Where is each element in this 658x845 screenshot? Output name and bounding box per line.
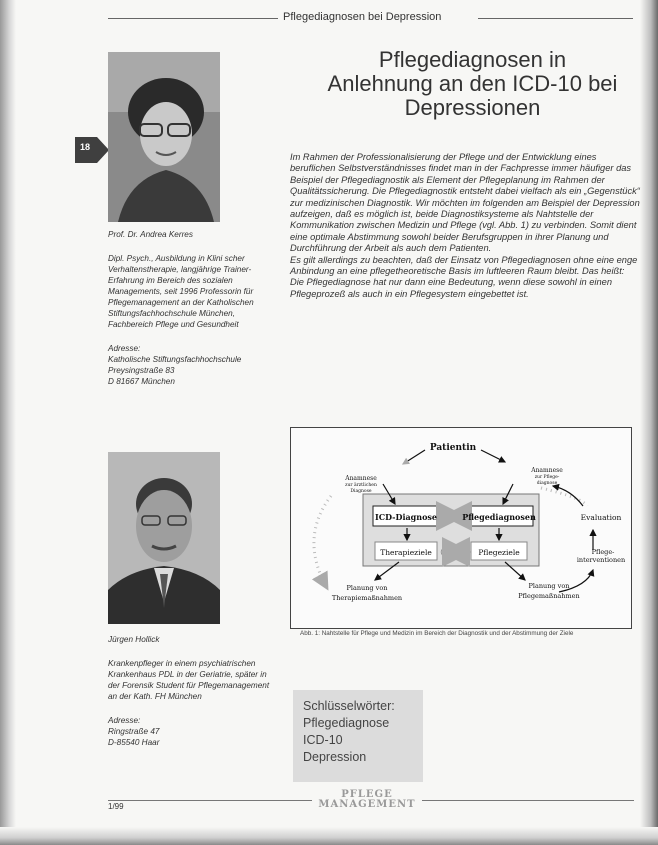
header-rule-right [478,18,633,19]
title-line: Anlehnung an den ICD-10 bei [327,71,618,96]
body-paragraph: Es gilt allerdings zu beachten, daß der Einsatz von Pflegediagnosen ohne eine enge Anbindung an eine pflegetheoretische Basis im luftleeren Raum bleibt. Das heißt: Die Pflegediagnose hat nur dann eine Bedeutung, wenn diese sowohl in einen Pflegeprozeß als auch in ein Pflegesystem eingebettet ist. [290,254,638,299]
diagram-anamnesis-left: Anamnese [345,475,377,482]
diagram-anamnesis-right: diagnose [536,481,558,486]
page-tab-number: 18 [80,142,91,152]
author-1-block [108,229,278,387]
author-1-bio: Dipl. Psych., Ausbildung in Klini scher Verhaltenstherapie, langjährige Trainer-Erfahrung im Bereich des sozialen Managements, seit 1996 Professorin für Pflegemanagement an der Katholischen Stiftungsfachhochschule München, Fachbereich Pflege und Gesundheit [108,254,254,329]
article-body [290,152,640,300]
diagram-evaluation-label: Evaluation [580,513,622,522]
diagram-interventionen-label: interventionen [576,556,626,564]
scan-shadow-bottom [0,827,658,845]
figure-caption: Abb. 1: Nahtstelle für Pflege und Medizin im Bereich der Diagnostik und der Abstimmung der Ziele [300,630,574,637]
author-1-name: Prof. Dr. Andrea Kerres [108,230,193,239]
author-1-address-label: Adresse: [108,344,141,353]
author-2-address-line: D-85540 Haar [108,738,160,747]
diagram-interventionen-label: Pflege- [591,548,615,556]
keyword: Pflegediagnose [303,716,390,730]
scan-shadow-right [640,0,658,845]
footer-rule-right [422,800,634,801]
arrow [481,450,505,462]
diagram-anamnesis-right: Anamnese [531,467,563,474]
footer-rule-left [108,800,312,801]
title-line: Depressionen [404,95,541,120]
diagram-planung-pflege: Planung von [528,582,570,590]
arrow [403,450,425,464]
diagram-icd-label: ICD-Diagnose [374,512,438,522]
arrow [553,486,583,506]
diagram-planung-pflege: Pflegemaßnahmen [518,592,580,600]
logo-line: MANAGEMENT [318,799,416,810]
author-2-address-line: Ringstraße 47 [108,727,160,736]
keyword: ICD-10 [303,733,343,747]
author-2-block [108,634,278,748]
logo-line: PFLEGE [341,789,393,800]
keyword: Depression [303,750,367,764]
author-photo-1 [108,52,220,222]
cycle-arrow [314,496,331,588]
body-paragraph: Im Rahmen der Professionalisierung der Pflege und der Entwicklung eines beruflichen Selbstverständnisses findet man in der Fachpresse immer häufiger das Beispiel der Pflegediagnostik als Element der Pflegeplanung im Rahmen der Qualitätssicherung. Die Pflegediagnostik entsteht dabei vielfach als ein „Gegenstück“ zur medizinischen Diagnostik. Wir möchten im folgenden am Beispiel der Depression aufzeigen, daß es möglich ist, beide Diagnostiksysteme als Nahtstelle der Kommunikation zwischen Medizin und Pflege (vgl. Abb. 1) zu verbinden. Somit dient eine optimale Abstimmung sowohl beider Berufsgruppen in ihrer Planung und Durchführung der Arbeit als auch dem Patienten. [290,152,640,254]
diagram-anamnesis-right: zur Pflege- [534,475,560,480]
article-title [300,48,645,120]
diagram-anamnesis-left: zur ärztlichen [345,483,377,488]
author-1-address-line: Katholische Stiftungsfachhochschule [108,355,242,364]
diagram-pflegeziele-label: Pflegeziele [478,548,520,557]
binding-shadow-left [0,0,16,845]
keywords-box [293,690,423,782]
running-head: Pflegediagnosen bei Depression [283,11,442,23]
author-1-address-line: D 81667 München [108,377,175,386]
author-2-bio: Krankenpfleger in einem psychiatrischen Krankenhaus PDL in der Geriatrie, später in der Forensik Student für Pflegemanagement an der Kath. FH München [108,659,270,701]
diagram-pflegediagnosen-label: Pflegediagnosen [462,512,536,522]
keywords-heading: Schlüsselwörter: [303,699,395,713]
footer-page-number: 1/99 [108,802,124,811]
diagram-planung-therapie: Therapiemaßnahmen [331,594,403,602]
author-2-address-label: Adresse: [108,716,141,725]
footer-journal-logo [312,790,422,810]
author-photo-2 [108,452,220,624]
figure-diagram [290,427,632,629]
diagram-planung-therapie: Planung von [346,584,388,592]
header-rule-left [108,18,278,19]
diagram-patient-label: Patientin [429,443,477,453]
title-line: Pflegediagnosen in [378,47,567,72]
author-2-name: Jürgen Hollick [108,635,160,644]
author-1-address-line: Preysingstraße 83 [108,366,175,375]
diagram-therapieziele-label: Therapieziele [380,548,432,557]
diagram-anamnesis-left: Diagnose [350,489,372,494]
